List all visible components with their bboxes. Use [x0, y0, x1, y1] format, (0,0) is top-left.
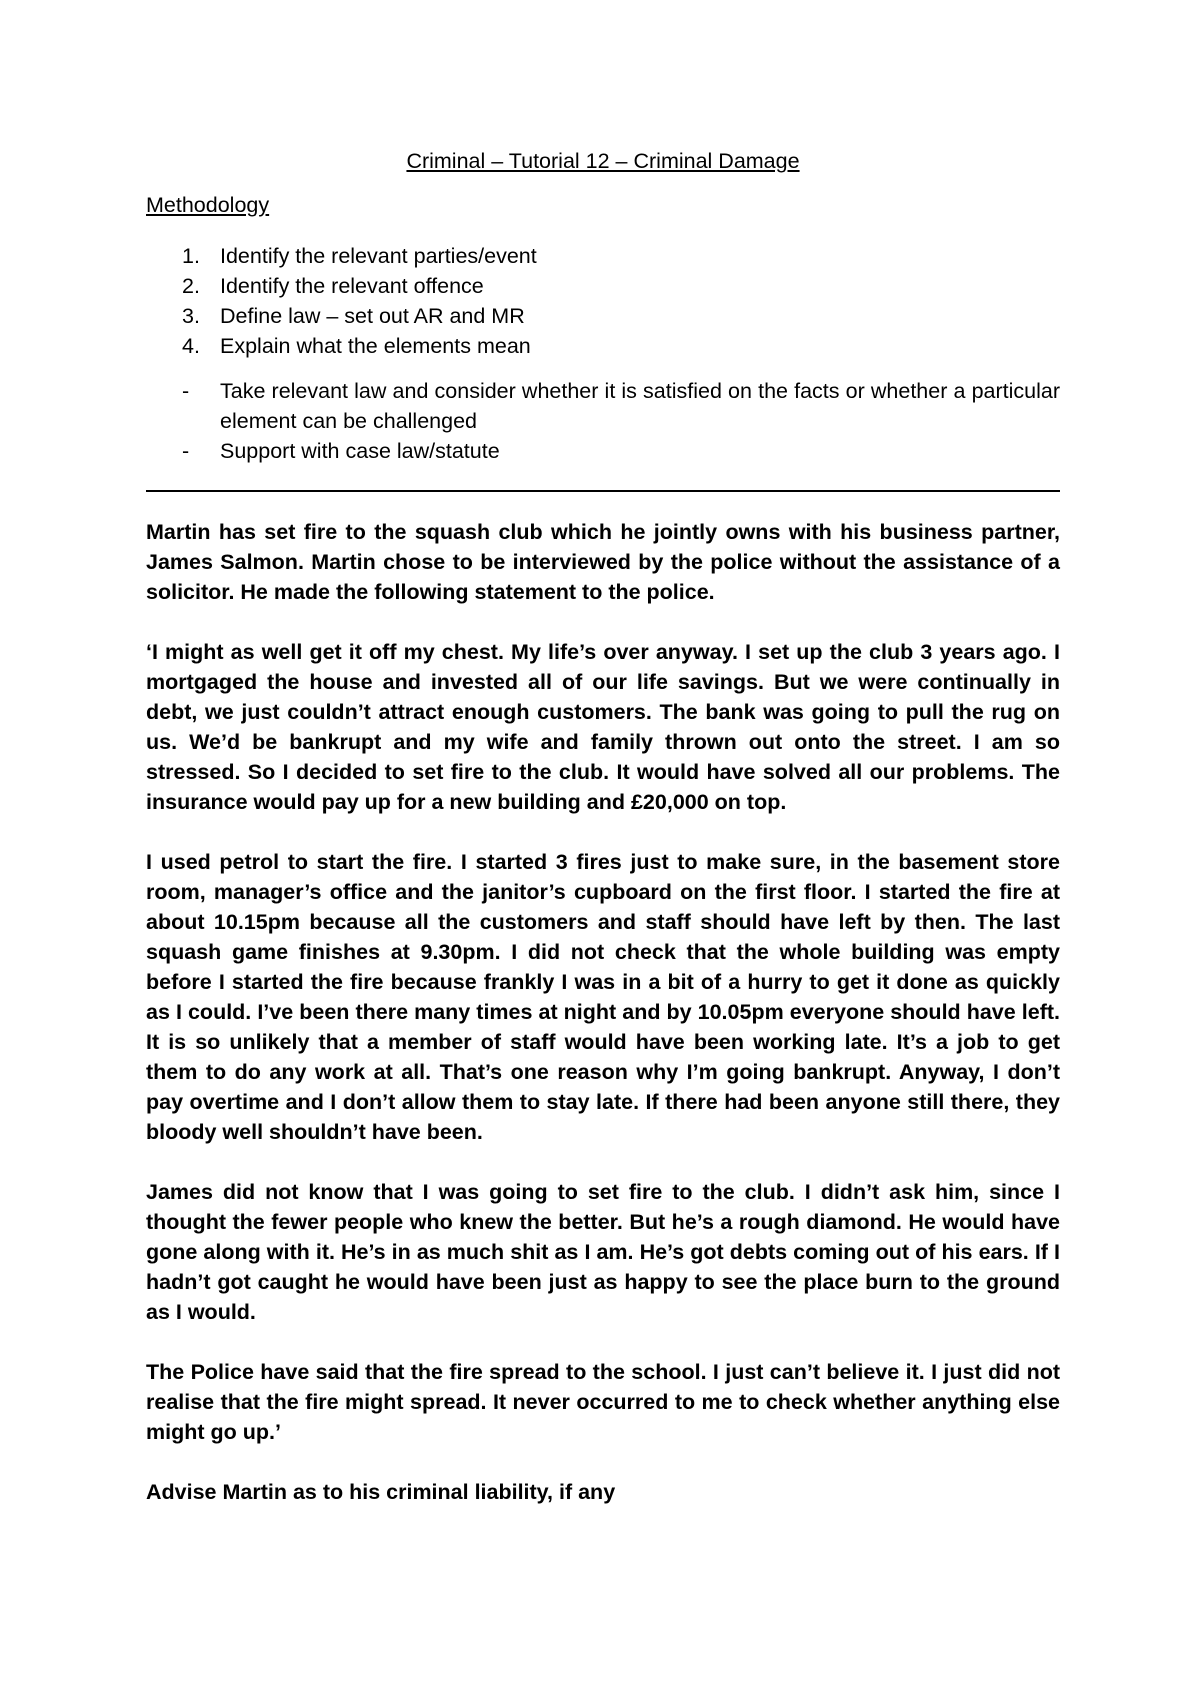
methodology-note	[146, 436, 1060, 466]
statement-paragraph-2: I used petrol to start the fire. I started 3 fires just to make sure, in the basement store room, manager’s office and the janitor’s cupboard on the first floor. I started the fire at about 10.15pm because all the customers and staff should have left by then. The last squash game finishes at 9.30pm. I did not check that the whole building was empty before I started the fire because frankly I was in a bit of a hurry to get it done as quickly as I could. I’ve been there many times at night and by 10.05pm everyone should have left. It is so unlikely that a member of staff would have been working late. It’s a job to get them to do any work at all. That’s one reason why I’m going bankrupt. Anyway, I don’t pay overtime and I don’t allow them to stay late. If there had been anyone still there, they bloody well shouldn’t have been.	[146, 850, 1060, 1144]
step-number: 3.	[182, 304, 200, 328]
methodology-note	[146, 376, 1060, 436]
dash-bullet: -	[182, 439, 190, 463]
note-text: Support with case law/statute	[220, 439, 500, 463]
step-text: Identify the relevant parties/event	[220, 244, 537, 268]
step-text: Identify the relevant offence	[220, 274, 484, 298]
statement-paragraph-4: The Police have said that the fire spread to the school. I just can’t believe it. I just did not realise that the fire might spread. It never occurred to me to check whether anything else might go up.’	[146, 1360, 1060, 1444]
dash-bullet: -	[182, 379, 190, 403]
statement-paragraph-1: ‘I might as well get it off my chest. My life’s over anyway. I set up the club 3 years ago. I mortgaged the house and invested all of our life savings. But we were continually in debt, we just couldn’t attract enough customers. The bank was going to pull the rug on us. We’d be bankrupt and my wife and family thrown out onto the street. I am so stressed. So I decided to set fire to the club. It would have solved all our problems. The insurance would pay up for a new building and £20,000 on top.	[146, 640, 1060, 814]
methodology-notes-list	[146, 376, 1060, 466]
methodology-step	[146, 301, 1060, 331]
document-title: Criminal – Tutorial 12 – Criminal Damage	[406, 149, 800, 173]
scenario-intro-paragraph: Martin has set fire to the squash club which he jointly owns with his business partner, James Salmon. Martin chose to be interviewed by the police without the assistance of a solicitor. He made the following statement to the police.	[146, 520, 1060, 604]
step-text: Explain what the elements mean	[220, 334, 531, 358]
step-number: 2.	[182, 274, 200, 298]
methodology-step	[146, 331, 1060, 361]
methodology-steps-list	[146, 241, 1060, 361]
document-body	[146, 146, 1060, 1537]
statement-paragraph-3: James did not know that I was going to set fire to the club. I didn’t ask him, since I thought the fewer people who knew the better. But he’s a rough diamond. He would have gone along with it. He’s in as much shit as I am. He’s got debts coming out of his ears. If I hadn’t got caught he would have been just as happy to see the place burn to the ground as I would.	[146, 1180, 1060, 1324]
methodology-step	[146, 271, 1060, 301]
step-number: 1.	[182, 244, 200, 268]
horizontal-divider	[146, 490, 1060, 492]
step-number: 4.	[182, 334, 200, 358]
question-paragraph: Advise Martin as to his criminal liability, if any	[146, 1480, 616, 1504]
step-text: Define law – set out AR and MR	[220, 304, 525, 328]
methodology-step	[146, 241, 1060, 271]
note-text: Take relevant law and consider whether it is satisfied on the facts or whether a particular element can be challenged	[220, 379, 1060, 433]
methodology-heading: Methodology	[146, 193, 270, 217]
